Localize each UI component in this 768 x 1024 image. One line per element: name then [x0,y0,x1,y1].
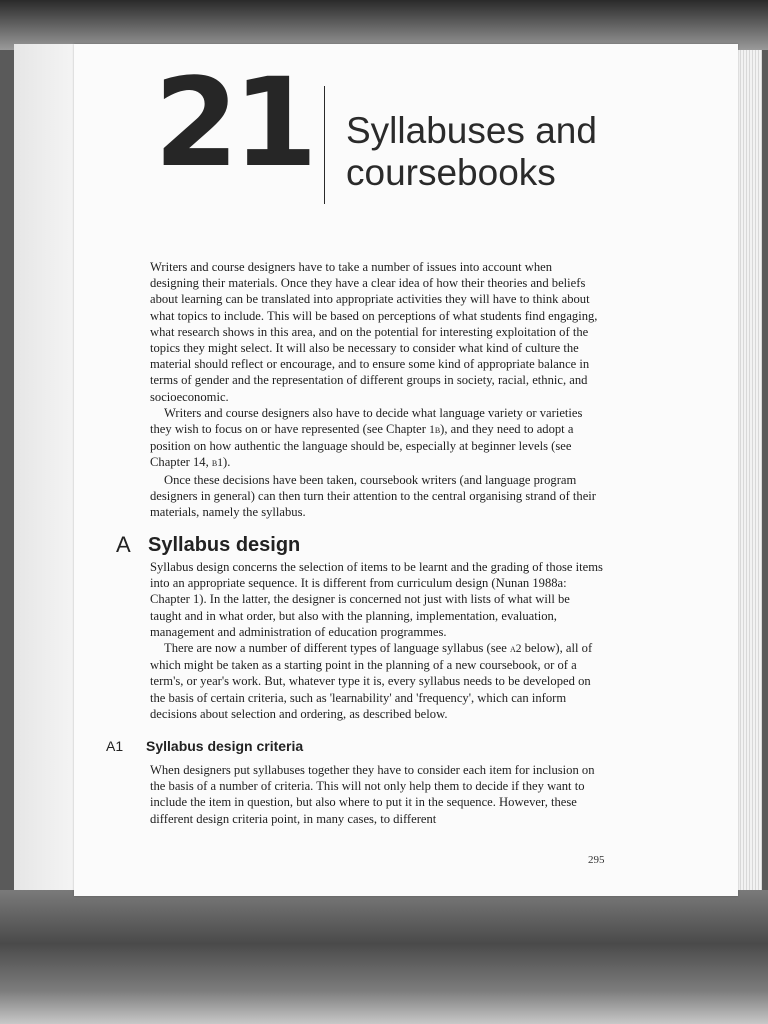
section-a-paragraph-1: Syllabus design concerns the selection of items to be learnt and the grading of those items into an appropriate sequence. It is different from curriculum design (Nunan 1988a: Chapter 1). In the latter, the designer is concerned not just with lists of what will be taught and in what order, but also with the planning, implementation, evaluation, management and administration of education programmes. [150,560,603,639]
section-a-text [150,559,604,722]
scanner-shadow-top [0,0,768,50]
chapter-title [346,110,597,194]
intro-paragraph-3: Once these decisions have been taken, coursebook writers (and language program designers in general) can then turn their attention to the central organising strand of their materials, namely the syllabus. [150,472,597,520]
cross-ref-1b: 1b [429,424,441,437]
intro-p2-part-2: ), and they need to adopt a position on how authentic the language should be, especially at beginner levels (see Chapter 14, [150,422,574,470]
chapter-title-line-2: coursebooks [346,152,556,193]
section-a-p2-part-2: below), all of which might be taken as a starting point in the planning of a new coursebook, or of a term's, or year's work. But, whatever type it is, every syllabus needs to be developed on the basis of certain criteria, such as 'learnability' and 'frequency', which can inform decisions about selection and ordering, as described below. [150,641,593,721]
section-a-title: Syllabus design [148,534,301,556]
chapter-number: 21 [154,52,312,194]
facing-page-edge [14,44,78,894]
chapter-divider [324,86,325,204]
section-a-p2-part-1: There are now a number of different types of language syllabus (see [164,641,510,656]
section-a1-text [150,762,604,827]
cross-ref-a2: a2 [509,643,522,656]
section-a-paragraph-2 [150,640,604,722]
chapter-title-line-1: Syllabuses and [346,110,597,151]
scanner-shadow-bottom [0,890,768,1024]
intro-p2-part-1: Writers and course designers also have to decide what language variety or varieties they wish to focus on or have represented (see Chapter [150,405,583,437]
book-page [74,44,738,896]
intro-text [150,259,604,520]
intro-paragraph-1: Writers and course designers have to take a number of issues into account when designing their materials. Once they have a clear idea of how their theories and beliefs about learning can be translated into appropriate activities they will have to think about what topics to include. This will be based on perceptions of what students find engaging, what research shows in this area, and on the potential for interesting exploitation of the topics they might select. It will also be necessary to consider what kind of culture the material should reflect or encourage, and to ensure some kind of appropriate balance in terms of gender and the representation of different groups in society, racial, ethnic, and socioeconomic. [150,260,598,404]
section-a1-letter: A1 [106,738,124,754]
page-number: 295 [588,854,605,866]
intro-p2-part-3: ). [223,455,231,470]
cross-ref-b1: b1 [211,457,223,470]
section-a1-paragraph-1: When designers put syllabuses together they have to consider each item for inclusion on the basis of a number of criteria. This will not only help them to decide if they want to include the item in question, but also where to put it in the sequence. However, these different design criteria point, in many cases, to different [150,763,595,826]
section-a1-title: Syllabus design criteria [146,738,304,754]
intro-paragraph-2 [150,405,604,472]
section-a-letter: A [116,532,131,557]
